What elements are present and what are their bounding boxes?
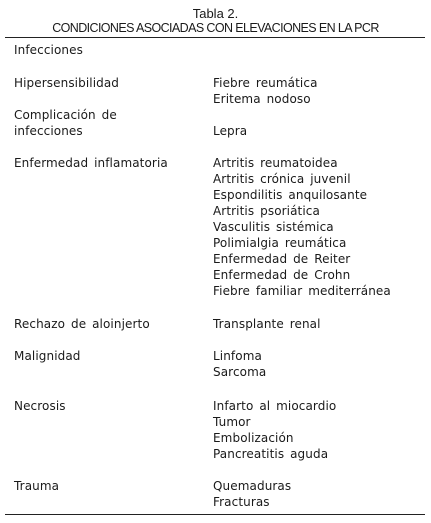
examples-list: [213, 348, 428, 380]
examples-list: [213, 123, 428, 139]
example-item: Artritis reumatoidea: [213, 156, 338, 170]
table-caption-title: CONDICIONES ASOCIADAS CON ELEVACIONES EN LA PCR: [52, 21, 379, 35]
example-item: Polimialgia reumática: [213, 236, 347, 250]
condition-cell: Hipersensibilidad: [14, 76, 120, 90]
example-item: Fracturas: [213, 495, 270, 509]
condition-line: Complicación de: [14, 108, 117, 122]
condition-cell: Infecciones: [14, 43, 83, 57]
examples-list: [213, 75, 428, 107]
example-item: Espondilitis anquilosante: [213, 188, 368, 202]
example-item: Artritis crónica juvenil: [213, 172, 351, 186]
condition-cell: Trauma: [14, 479, 60, 493]
example-item: Embolización: [213, 431, 294, 445]
condition-cell: Enfermedad inflamatoria: [14, 156, 168, 170]
example-item: Transplante renal: [213, 317, 321, 331]
example-item: Enfermedad de Reiter: [213, 252, 351, 266]
condition-cell: [14, 107, 214, 139]
condition-line: infecciones: [14, 124, 83, 138]
example-item: Pancreatitis aguda: [213, 447, 329, 461]
example-item: Lepra: [213, 124, 248, 138]
examples-list: [213, 398, 428, 462]
example-item: Fiebre reumática: [213, 76, 318, 90]
table-caption-label: Tabla 2.: [192, 6, 239, 21]
condition-cell: Rechazo de aloinjerto: [14, 317, 150, 331]
example-item: Enfermedad de Crohn: [213, 268, 351, 282]
example-item: Artritis psoriática: [213, 204, 320, 218]
condition-cell: Necrosis: [14, 399, 66, 413]
examples-list: [213, 478, 428, 510]
example-item: Tumor: [213, 415, 251, 429]
examples-list: [213, 316, 428, 332]
condition-cell: Malignidad: [14, 349, 81, 363]
examples-list: [213, 155, 428, 299]
example-item: Linfoma: [213, 349, 262, 363]
example-item: Eritema nodoso: [213, 92, 311, 106]
bottom-rule: [5, 514, 425, 515]
example-item: Quemaduras: [213, 479, 292, 493]
example-item: Fiebre familiar mediterránea: [213, 284, 391, 298]
example-item: Vasculitis sistémica: [213, 220, 334, 234]
example-item: Sarcoma: [213, 365, 267, 379]
top-rule: [5, 37, 425, 38]
example-item: Infarto al miocardio: [213, 399, 337, 413]
